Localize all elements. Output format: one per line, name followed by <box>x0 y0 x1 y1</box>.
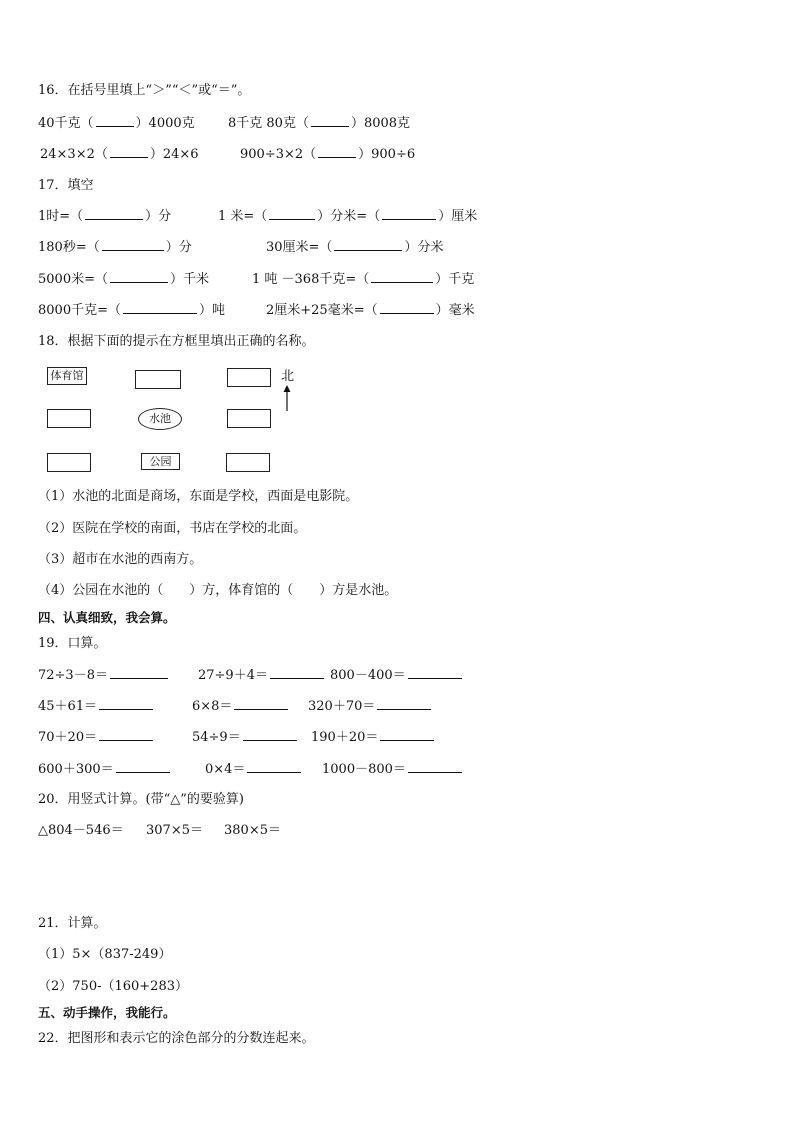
q17-item-3b: 1 吨 －368千克=（ ）千克 <box>252 272 475 287</box>
park-label: 公园 <box>149 455 172 468</box>
q21-title: 21．计算。 <box>38 916 107 931</box>
q19-item: 0×4＝ <box>205 760 303 779</box>
q19-item: 600＋300＝ <box>38 760 172 779</box>
q16-title: 16．在括号里填上“＞”“＜”或“＝”。 <box>38 83 251 98</box>
q19-title: 19．口算。 <box>38 636 107 651</box>
q17-item-4b: 2厘米+25毫米=（ ）毫米 <box>266 303 475 318</box>
q19-item: 45＋61＝ <box>38 697 155 716</box>
answer-blank[interactable] <box>99 697 153 710</box>
gym-box <box>47 367 87 385</box>
answer-blank[interactable] <box>377 697 431 710</box>
answer-blank[interactable] <box>110 145 148 158</box>
north-label: 北 <box>281 369 295 384</box>
q16-item-1: 40千克（ ）4000克 <box>38 116 195 131</box>
answer-blank[interactable] <box>311 114 349 127</box>
q17-item-4a: 8000千克=（ ）吨 <box>38 303 225 318</box>
answer-blank[interactable] <box>270 666 324 679</box>
q21-item-1: （1）5×（837-249） <box>38 947 172 962</box>
q18-hint-1: （1）水池的北面是商场，东面是学校，西面是电影院。 <box>38 489 359 504</box>
answer-blank[interactable] <box>123 301 197 314</box>
q19-item: 1000－800＝ <box>322 760 464 779</box>
answer-blank[interactable] <box>408 666 462 679</box>
q16-item-4: 900÷3×2（ ）900÷6 <box>240 147 416 162</box>
hospital-box[interactable] <box>226 453 270 472</box>
school-box-north[interactable] <box>227 368 271 387</box>
q19-item: 800－400＝ <box>330 666 464 685</box>
section-4-heading: 四、认真细致，我会算。 <box>38 610 176 625</box>
q19-item: 190＋20＝ <box>311 728 436 747</box>
q18-title: 18．根据下面的提示在方框里填出正确的名称。 <box>38 334 315 349</box>
supermarket-box[interactable] <box>47 453 91 472</box>
answer-blank[interactable] <box>408 760 462 773</box>
q19-item: 320＋70＝ <box>308 697 433 716</box>
mall-box[interactable] <box>135 370 181 389</box>
q20-item-1: △804－546＝ <box>38 823 124 838</box>
answer-blank[interactable] <box>85 207 143 220</box>
answer-blank[interactable] <box>243 728 297 741</box>
answer-blank[interactable] <box>382 207 436 220</box>
answer-blank[interactable] <box>96 114 134 127</box>
q19-item: 72÷3－8＝ <box>38 666 170 685</box>
q20-item-2: 307×5＝ <box>146 823 203 838</box>
park-box <box>141 453 180 470</box>
q18-hint-2: （2）医院在学校的南面，书店在学校的北面。 <box>38 521 307 536</box>
q17-item-1a: 1时=（ ）分 <box>38 209 172 224</box>
pool-oval: 水池 <box>138 408 182 430</box>
q18-hint-3: （3）超市在水池的西南方。 <box>38 552 203 567</box>
answer-blank[interactable] <box>110 666 168 679</box>
q22-title: 22．把图形和表示它的涂色部分的分数连起来。 <box>38 1031 315 1046</box>
answer-blank[interactable] <box>234 697 288 710</box>
cinema-box[interactable] <box>47 409 91 428</box>
answer-blank[interactable] <box>380 728 434 741</box>
q21-item-2: （2）750-（160+283） <box>38 979 188 994</box>
q17-item-1b: 1 米=（ ）分米=（ ）厘米 <box>218 209 478 224</box>
q19-item: 70＋20＝ <box>38 728 155 747</box>
q17-item-2a: 180秒=（ ）分 <box>38 240 192 255</box>
answer-blank[interactable] <box>102 238 164 251</box>
q19-item: 6×8＝ <box>192 697 290 716</box>
answer-blank[interactable] <box>318 145 356 158</box>
answer-blank[interactable] <box>110 270 168 283</box>
answer-blank[interactable] <box>99 728 153 741</box>
q19-item: 54÷9＝ <box>192 728 299 747</box>
q17-item-3a: 5000米=（ ）千米 <box>38 272 209 287</box>
answer-blank[interactable] <box>269 207 315 220</box>
answer-blank[interactable] <box>247 760 301 773</box>
q16-item-3: 24×3×2（ ）24×6 <box>40 147 199 162</box>
answer-blank[interactable] <box>380 301 434 314</box>
gym-label: 体育馆 <box>50 369 84 382</box>
q16-item-2: 8千克 80克（ ）8008克 <box>228 116 411 131</box>
q18-hint-4: （4）公园在水池的（ ）方，体育馆的（ ）方是水池。 <box>38 583 398 598</box>
answer-blank[interactable] <box>371 270 433 283</box>
q20-title: 20．用竖式计算。(带“△”的要验算) <box>38 792 244 807</box>
q17-title: 17．填空 <box>38 178 94 193</box>
q17-item-2b: 30厘米=（ ）分米 <box>266 240 444 255</box>
answer-blank[interactable] <box>116 760 170 773</box>
north-arrow-icon <box>282 384 292 412</box>
section-5-heading: 五、动手操作，我能行。 <box>38 1005 176 1020</box>
answer-blank[interactable] <box>334 238 402 251</box>
q20-item-3: 380×5＝ <box>224 823 281 838</box>
school-box[interactable] <box>227 409 271 428</box>
q19-item: 27÷9＋4＝ <box>198 666 326 685</box>
